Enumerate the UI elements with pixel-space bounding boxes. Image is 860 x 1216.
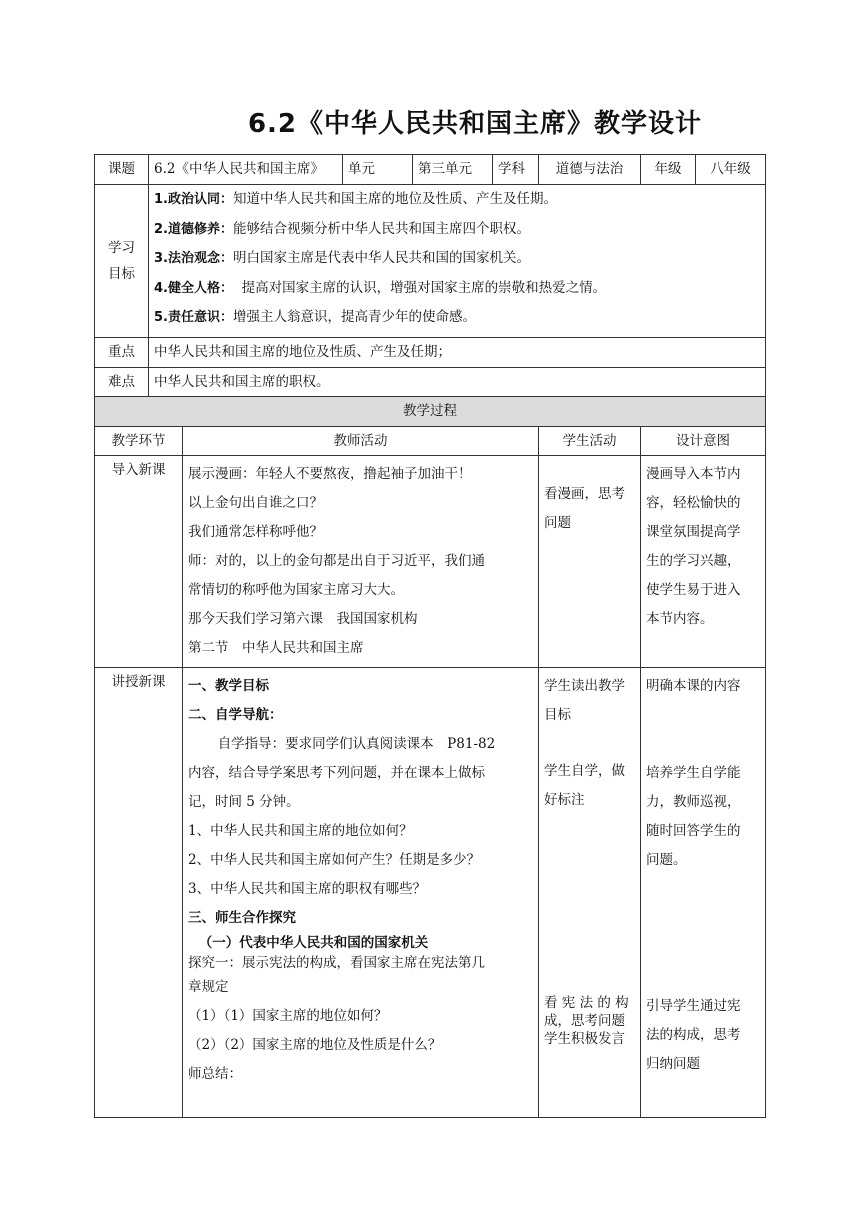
process-column-headers bbox=[95, 426, 766, 455]
col-stage: 教学环节 bbox=[95, 426, 183, 455]
lecture-student: 学生读出教学 目标 学生自学，做 好标注 看 宪 法 的 构 成，思考问题 学生积极发言 bbox=[539, 667, 641, 1117]
unit-value: 第三单元 bbox=[413, 155, 493, 185]
objective-item: 3.法治观念：明白国家主席是代表中华人民共和国的国家机关。 bbox=[154, 250, 530, 266]
col-intent: 设计意图 bbox=[641, 426, 766, 455]
lecture-teacher: 一、教学目标 二、自学导航： 自学指导：要求同学们认真阅读课本 P81-82 内容，结合导学案思考下列问题，并在课本上做标 记，时间 5 分钟。 1、中华人民共和国主席的地位如何？ 2、中华人民共和国主席如何产生？任期是多少？ 3、中华人民共和国主席的职权有哪些？ 三、师生合作探究 （一）代表中华人民共和国的国家机关 探究一：展示宪法的构成，看国家主席在宪法第几 章规定 （1）（1）国家主席的地位如何？ （2）（2）国家主席的地位及性质是什么？ 师总结： bbox=[183, 667, 539, 1117]
lecture-stage: 讲授新课 bbox=[95, 667, 183, 1117]
intro-teacher: 展示漫画：年轻人不要熬夜，撸起袖子加油干！ 以上金句出自谁之口？ 我们通常怎样称呼他？ 师：对的，以上的金句都是出自于习近平，我们通 常情切的称呼他为国家主席习大大。 那今天我们学习第六课 我国国家机构 第二节 中华人民共和国主席 bbox=[183, 455, 539, 667]
objectives-row bbox=[95, 185, 766, 338]
objectives-list bbox=[149, 185, 766, 338]
grade-label: 年级 bbox=[641, 155, 696, 185]
difficulty-text: 中华人民共和国主席的职权。 bbox=[149, 367, 766, 396]
col-student: 学生活动 bbox=[539, 426, 641, 455]
intro-intent: 漫画导入本节内 容，轻松愉快的 课堂氛围提高学 生的学习兴趣， 使学生易于进入 本节内容。 bbox=[641, 455, 766, 667]
unit-label: 单元 bbox=[343, 155, 413, 185]
col-teacher: 教师活动 bbox=[183, 426, 539, 455]
topic-label: 课题 bbox=[95, 155, 149, 185]
lesson-plan-table bbox=[94, 154, 766, 1118]
objective-item: 1.政治认同：知道中华人民共和国主席的地位及性质、产生及任期。 bbox=[154, 191, 557, 207]
objective-item: 4.健全人格： 提高对国家主席的认识，增强对国家主席的崇敬和热爱之情。 bbox=[154, 279, 607, 296]
grade-value: 八年级 bbox=[696, 155, 766, 185]
lecture-row bbox=[95, 667, 766, 1117]
key-point-text: 中华人民共和国主席的地位及性质、产生及任期； bbox=[149, 337, 766, 367]
difficulty-label: 难点 bbox=[95, 367, 149, 396]
subject-label: 学科 bbox=[493, 155, 539, 185]
difficulty-row bbox=[95, 367, 766, 396]
intro-stage: 导入新课 bbox=[95, 455, 183, 667]
intro-row bbox=[95, 455, 766, 667]
process-heading-row bbox=[95, 396, 766, 426]
objectives-label: 学习 目标 bbox=[95, 185, 149, 338]
subject-value: 道德与法治 bbox=[539, 155, 641, 185]
objective-item: 5.责任意识：增强主人翁意识，提高青少年的使命感。 bbox=[154, 309, 476, 325]
header-row bbox=[95, 155, 766, 185]
objective-item: 2.道德修养：能够结合视频分析中华人民共和国主席四个职权。 bbox=[154, 220, 530, 237]
lecture-intent: 明确本课的内容 培养学生自学能 力，教师巡视， 随时回答学生的 问题。 引导学生通过宪 法的构成，思考 归纳问题 bbox=[641, 667, 766, 1117]
process-heading: 教学过程 bbox=[95, 396, 766, 426]
topic-value: 6.2《中华人民共和国主席》 bbox=[149, 155, 343, 185]
key-point-label: 重点 bbox=[95, 337, 149, 367]
key-point-row bbox=[95, 337, 766, 367]
page-title: 6.2《中华人民共和国主席》教学设计 bbox=[247, 109, 703, 139]
intro-student: 看漫画，思考 问题 bbox=[539, 455, 641, 667]
